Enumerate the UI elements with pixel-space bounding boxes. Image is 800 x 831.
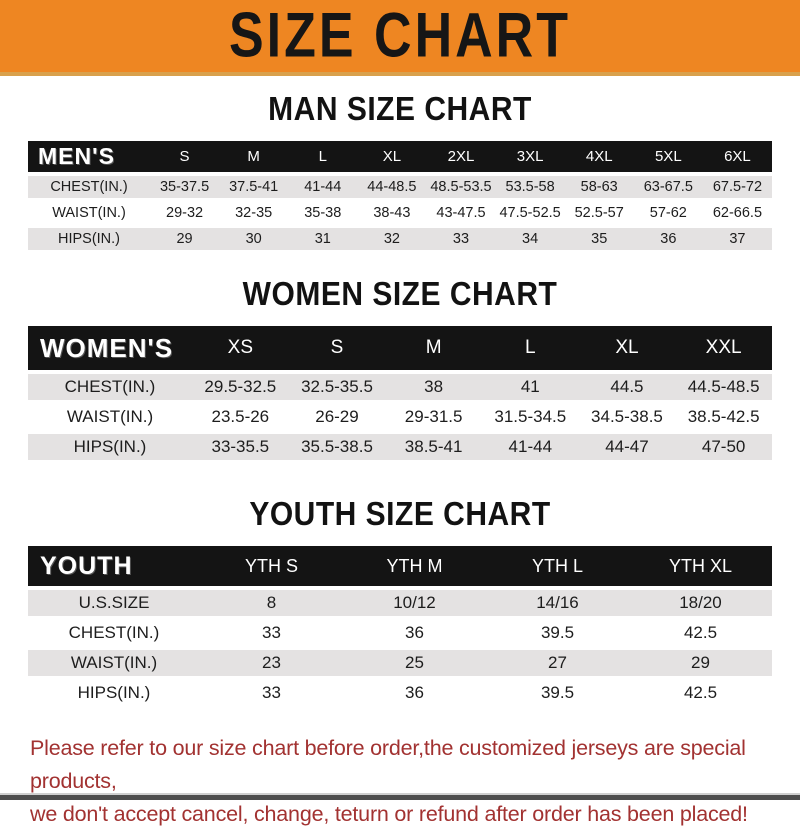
size-value-cell: 38.5-42.5 <box>675 402 772 432</box>
table-row <box>28 678 772 708</box>
size-column-header: YTH L <box>486 546 629 588</box>
table-header-row <box>28 141 772 174</box>
size-value-cell: 43-47.5 <box>426 200 495 226</box>
table-header-row <box>28 326 772 372</box>
size-value-cell: 29.5-32.5 <box>192 372 289 402</box>
size-column-header: 2XL <box>426 141 495 174</box>
size-column-header: XL <box>579 326 676 372</box>
size-value-cell: 47.5-52.5 <box>496 200 565 226</box>
table-row <box>28 402 772 432</box>
table-row <box>28 174 772 200</box>
measurement-label: U.S.SIZE <box>28 588 200 618</box>
youth-size-table <box>28 546 772 710</box>
size-value-cell: 35-37.5 <box>150 174 219 200</box>
size-value-cell: 42.5 <box>629 618 772 648</box>
measurement-label: HIPS(IN.) <box>28 226 150 252</box>
bottom-border-bar <box>0 793 800 800</box>
size-column-header: S <box>150 141 219 174</box>
size-value-cell: 33 <box>200 618 343 648</box>
size-value-cell: 39.5 <box>486 618 629 648</box>
size-column-header: YTH S <box>200 546 343 588</box>
size-column-header: S <box>289 326 386 372</box>
size-column-header: XXL <box>675 326 772 372</box>
size-column-header: 4XL <box>565 141 634 174</box>
size-value-cell: 67.5-72 <box>703 174 772 200</box>
measurement-label: WAIST(IN.) <box>28 200 150 226</box>
size-value-cell: 53.5-58 <box>496 174 565 200</box>
size-value-cell: 29 <box>150 226 219 252</box>
size-column-header: XS <box>192 326 289 372</box>
size-column-header: L <box>482 326 579 372</box>
size-value-cell: 29-31.5 <box>385 402 482 432</box>
size-value-cell: 38.5-41 <box>385 432 482 462</box>
size-value-cell: 8 <box>200 588 343 618</box>
table-group-label: WOMEN'S <box>28 326 192 372</box>
table-row <box>28 618 772 648</box>
size-value-cell: 36 <box>634 226 703 252</box>
size-column-header: 6XL <box>703 141 772 174</box>
size-column-header: M <box>219 141 288 174</box>
size-value-cell: 36 <box>343 678 486 708</box>
women-section-title: WOMEN SIZE CHART <box>242 275 558 313</box>
size-value-cell: 42.5 <box>629 678 772 708</box>
size-value-cell: 29 <box>629 648 772 678</box>
disclaimer-line-1: Please refer to our size chart before order,the customized jerseys are special products, <box>30 736 746 793</box>
size-value-cell: 52.5-57 <box>565 200 634 226</box>
size-value-cell: 31.5-34.5 <box>482 402 579 432</box>
mens-size-table <box>28 141 772 254</box>
measurement-label: WAIST(IN.) <box>28 648 200 678</box>
measurement-label: WAIST(IN.) <box>28 402 192 432</box>
size-value-cell: 37.5-41 <box>219 174 288 200</box>
table-group-label: YOUTH <box>28 546 200 588</box>
size-value-cell: 44.5 <box>579 372 676 402</box>
size-value-cell: 58-63 <box>565 174 634 200</box>
women-section-heading <box>0 275 800 313</box>
size-value-cell: 47-50 <box>675 432 772 462</box>
size-value-cell: 41 <box>482 372 579 402</box>
size-value-cell: 27 <box>486 648 629 678</box>
youth-section-title: YOUTH SIZE CHART <box>249 495 551 533</box>
table-group-label: MEN'S <box>28 141 150 174</box>
size-value-cell: 39.5 <box>486 678 629 708</box>
measurement-label: CHEST(IN.) <box>28 174 150 200</box>
table-row <box>28 648 772 678</box>
size-value-cell: 35.5-38.5 <box>289 432 386 462</box>
banner-title: SIZE CHART <box>229 0 571 72</box>
size-value-cell: 32.5-35.5 <box>289 372 386 402</box>
size-column-header: XL <box>357 141 426 174</box>
size-value-cell: 62-66.5 <box>703 200 772 226</box>
size-column-header: M <box>385 326 482 372</box>
size-value-cell: 41-44 <box>482 432 579 462</box>
man-section-heading <box>0 90 800 128</box>
size-value-cell: 35-38 <box>288 200 357 226</box>
size-value-cell: 18/20 <box>629 588 772 618</box>
size-value-cell: 33 <box>200 678 343 708</box>
size-value-cell: 35 <box>565 226 634 252</box>
measurement-label: CHEST(IN.) <box>28 372 192 402</box>
size-value-cell: 10/12 <box>343 588 486 618</box>
size-value-cell: 23 <box>200 648 343 678</box>
size-column-header: YTH M <box>343 546 486 588</box>
table-row <box>28 226 772 252</box>
size-value-cell: 34 <box>496 226 565 252</box>
size-column-header: 5XL <box>634 141 703 174</box>
size-value-cell: 63-67.5 <box>634 174 703 200</box>
size-value-cell: 44.5-48.5 <box>675 372 772 402</box>
measurement-label: HIPS(IN.) <box>28 678 200 708</box>
size-value-cell: 37 <box>703 226 772 252</box>
size-value-cell: 36 <box>343 618 486 648</box>
size-value-cell: 29-32 <box>150 200 219 226</box>
size-value-cell: 32 <box>357 226 426 252</box>
size-column-header: L <box>288 141 357 174</box>
womens-size-table <box>28 326 772 464</box>
size-value-cell: 33 <box>426 226 495 252</box>
size-column-header: YTH XL <box>629 546 772 588</box>
size-value-cell: 32-35 <box>219 200 288 226</box>
size-value-cell: 31 <box>288 226 357 252</box>
size-column-header: 3XL <box>496 141 565 174</box>
footer-disclaimer <box>30 732 772 831</box>
measurement-label: HIPS(IN.) <box>28 432 192 462</box>
size-chart-banner <box>0 0 800 76</box>
size-value-cell: 44-47 <box>579 432 676 462</box>
size-value-cell: 30 <box>219 226 288 252</box>
youth-section-heading <box>0 495 800 533</box>
size-value-cell: 26-29 <box>289 402 386 432</box>
size-value-cell: 48.5-53.5 <box>426 174 495 200</box>
disclaimer-line-2: we don't accept cancel, change, teturn or refund after order has been placed! <box>30 802 748 826</box>
size-value-cell: 23.5-26 <box>192 402 289 432</box>
size-value-cell: 57-62 <box>634 200 703 226</box>
size-value-cell: 38 <box>385 372 482 402</box>
size-value-cell: 14/16 <box>486 588 629 618</box>
size-value-cell: 25 <box>343 648 486 678</box>
man-section-title: MAN SIZE CHART <box>268 90 532 128</box>
measurement-label: CHEST(IN.) <box>28 618 200 648</box>
size-value-cell: 41-44 <box>288 174 357 200</box>
table-row <box>28 432 772 462</box>
table-row <box>28 200 772 226</box>
size-value-cell: 44-48.5 <box>357 174 426 200</box>
table-row <box>28 372 772 402</box>
size-value-cell: 33-35.5 <box>192 432 289 462</box>
size-value-cell: 34.5-38.5 <box>579 402 676 432</box>
size-value-cell: 38-43 <box>357 200 426 226</box>
table-header-row <box>28 546 772 588</box>
table-row <box>28 588 772 618</box>
